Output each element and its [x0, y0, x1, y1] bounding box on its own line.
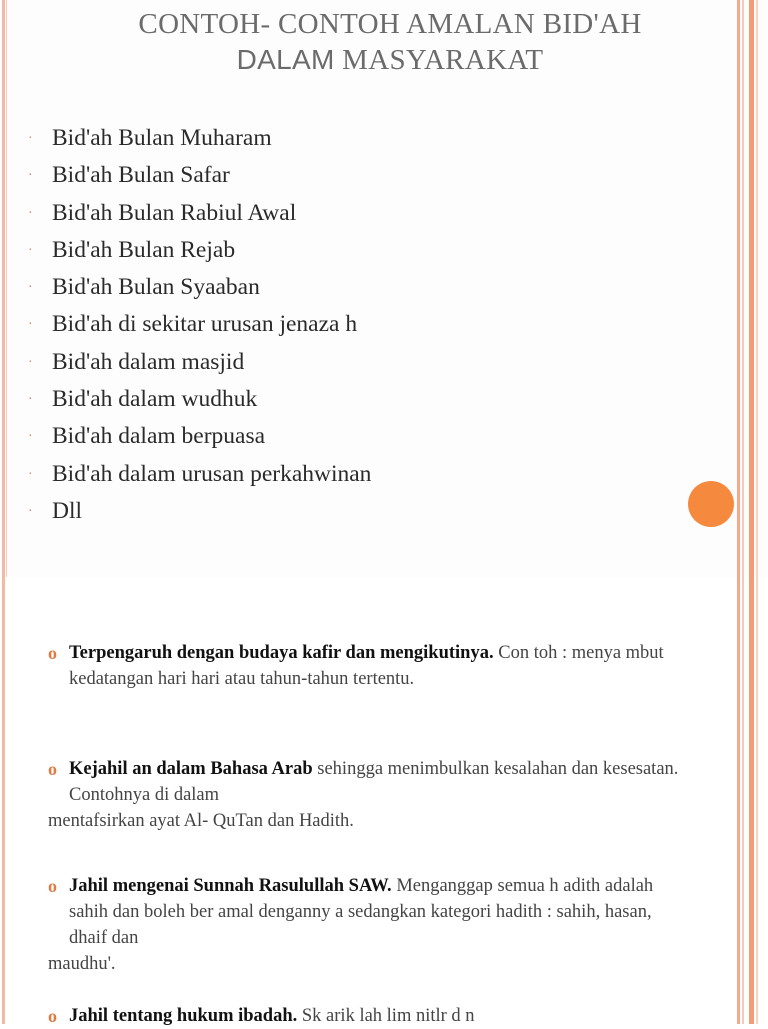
bullet-dot-icon: ·: [28, 205, 33, 221]
bullet-dot-icon: ·: [28, 503, 33, 519]
cause-item: [48, 640, 688, 692]
slide-title: [40, 6, 740, 78]
title-line-2: [40, 42, 740, 78]
orange-circle-decoration: [688, 481, 734, 527]
cause-item: [48, 756, 688, 834]
cause-item: [48, 1003, 688, 1029]
bullet-dot-icon: ·: [28, 242, 33, 258]
title-line-1: CONTOH- CONTOH AMALAN BID'AH: [138, 8, 642, 40]
title-word-dalam: DALAM: [236, 44, 335, 75]
bullet-dot-icon: ·: [28, 168, 33, 184]
right-stripe-2: [742, 0, 744, 577]
cause-heading: Kejahil an dalam Bahasa Arab: [69, 759, 313, 779]
right-stripe-3: [749, 0, 754, 577]
cause-text: Sk arik lah lim nitlr d n: [297, 1006, 475, 1026]
bullet-dot-icon: ·: [28, 392, 33, 408]
right-stripe-4: [756, 0, 758, 577]
circle-bullet-icon: o: [48, 643, 57, 663]
bullet-dot-icon: ·: [28, 466, 33, 482]
bullet-dot-icon: ·: [28, 354, 33, 370]
left-stripe: [2, 0, 5, 577]
bullet-dot-icon: ·: [28, 280, 33, 296]
cause-item: [48, 873, 688, 977]
left-stripe-thin: [6, 0, 7, 577]
cause-text-tail: maudhu'.: [48, 954, 116, 974]
cause-heading: Jahil tentang hukum ibadah.: [69, 1006, 298, 1026]
circle-bullet-icon: o: [48, 876, 57, 896]
bullet-dot-icon: ·: [28, 429, 33, 445]
bullet-dot-icon: ·: [28, 131, 33, 146]
cause-text: Menganggap semua h adith adalah sahih dan boleh ber amal denganny a sedangkan kategori hadith : sahih, hasan, dhaif dan: [69, 876, 654, 948]
right-stripe-2: [742, 577, 744, 1024]
right-stripe-1: [737, 0, 740, 577]
cause-heading: Jahil mengenai Sunnah Rasulullah SAW.: [69, 876, 392, 896]
cause-text-tail: mentafsirkan ayat Al- QuTan dan Hadith.: [48, 811, 354, 831]
right-stripe-1: [737, 577, 740, 1024]
right-stripe-4: [756, 577, 758, 1024]
slide-1: CONTOH- CONTOH AMALAN BID'AH DALAM MASYARAKAT · Bid'ah Bulan Muharam · Bid'ah Bulan Safar · Bid'ah Bulan Rabiul Awal · Bid'ah Bulan Rejab · Bid'ah Bulan Syaaban · Bid'ah di sekitar urusan jenaza h · Bid'ah dalam masjid · Bid'ah dalam wudhuk · Bid'ah dalam berpuasa · Bid'ah dalam urusan perkahwinan · Dll: [0, 0, 768, 577]
bullet-dot-icon: ·: [28, 317, 33, 333]
circle-bullet-icon: o: [48, 759, 57, 779]
right-stripe-3: [749, 577, 754, 1024]
left-stripe: [2, 577, 5, 1024]
title-word-masyarakat: MASYARAKAT: [342, 44, 544, 76]
cause-text: Con toh : menya mbut kedatangan hari hari atau tahun-tahun tertentu.: [69, 643, 664, 689]
circle-bullet-icon: o: [48, 1006, 57, 1026]
cause-heading: Terpengaruh dengan budaya kafir dan mengikutinya.: [69, 643, 494, 663]
cause-text: sehingga menimbulkan kesalahan dan kesesatan. Contohnya di dalam: [69, 759, 679, 805]
